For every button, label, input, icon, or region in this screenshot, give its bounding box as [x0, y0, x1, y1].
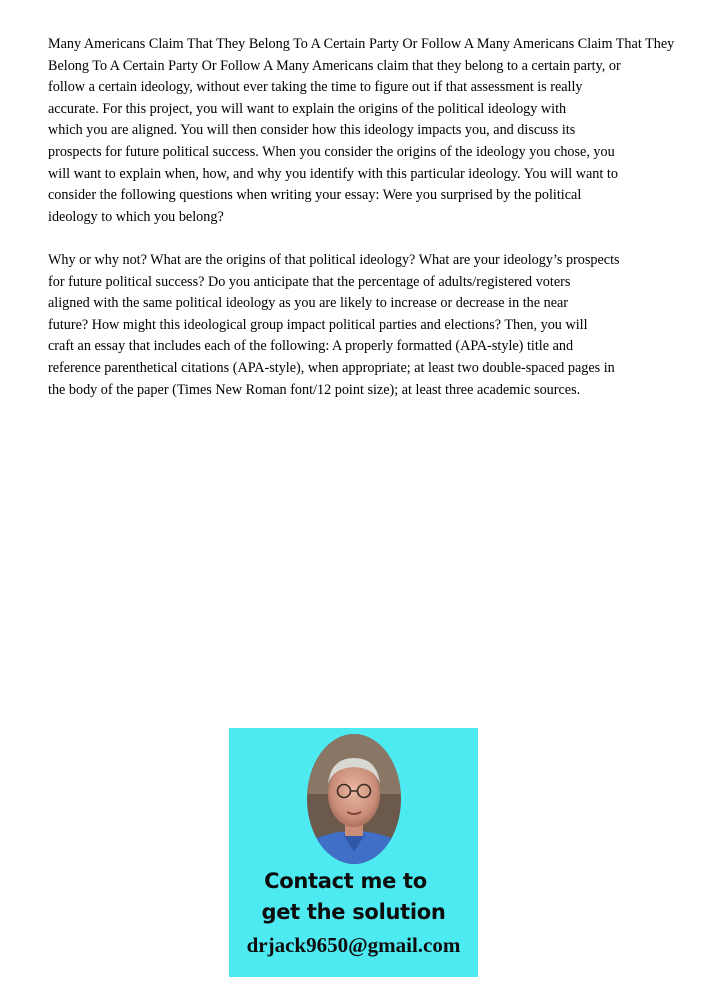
text-line: for future political success? Do you anticipate that the percentage of adults/registered voters: [48, 273, 571, 290]
portrait-photo: [307, 734, 401, 864]
paragraph-1: [48, 34, 698, 228]
paragraph-spacer: [48, 228, 698, 250]
text-line: accurate. For this project, you will want to explain the origins of the political ideology with: [48, 100, 567, 117]
text-line: Belong To A Certain Party Or Follow A Many Americans claim that they belong to a certain party, or: [48, 57, 621, 74]
document-body: [48, 34, 698, 401]
paragraph-2: [48, 250, 698, 401]
cta-line-2: get the solution: [261, 900, 446, 924]
cta-line-1: Contact me to: [264, 869, 427, 893]
text-line: craft an essay that includes each of the following: A properly formatted (APA-style) title and: [48, 338, 574, 355]
text-line: the body of the paper (Times New Roman font/12 point size); at least three academic sources.: [48, 381, 581, 398]
text-line: prospects for future political success. When you consider the origins of the ideology you chose, you: [48, 143, 615, 160]
text-line: ideology to which you belong?: [48, 208, 224, 225]
text-line: Many Americans Claim That They Belong To A Certain Party Or Follow A Many Americans Claim That They: [48, 36, 675, 52]
text-line: will want to explain when, how, and why you identify with this particular ideology. You will want to: [48, 165, 618, 182]
contact-promo-banner[interactable]: [229, 728, 478, 977]
contact-email[interactable]: drjack9650@gmail.com: [246, 933, 461, 957]
text-line: aligned with the same political ideology as you are likely to increase or decrease in the near: [48, 295, 569, 312]
text-line: follow a certain ideology, without ever taking the time to figure out if that assessment is really: [48, 79, 583, 96]
text-line: Why or why not? What are the origins of that political ideology? What are your ideology’s prospects: [48, 251, 620, 268]
text-line: consider the following questions when writing your essay: Were you surprised by the political: [48, 187, 582, 204]
text-line: which you are aligned. You will then consider how this ideology impacts you, and discuss its: [48, 122, 576, 139]
text-line: reference parenthetical citations (APA-style), when appropriate; at least two double-spaced pages in: [48, 359, 615, 376]
text-line: future? How might this ideological group impact political parties and elections? Then, you will: [48, 316, 588, 333]
